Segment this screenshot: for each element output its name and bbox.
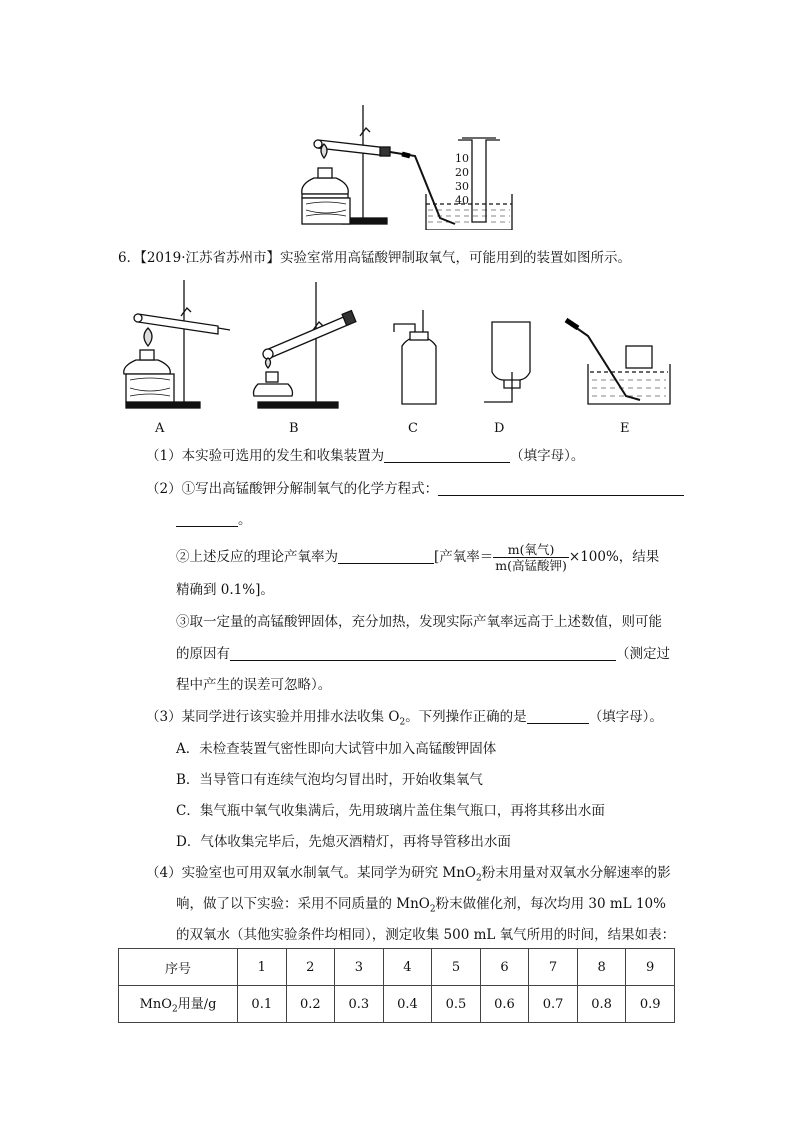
- table-cell: 8: [577, 949, 626, 986]
- table-cell: 0.8: [577, 986, 626, 1023]
- table-cell: 7: [529, 949, 578, 986]
- table-cell: 6: [480, 949, 529, 986]
- q2-reason-blank[interactable]: [230, 646, 616, 661]
- table-cell: 9: [626, 949, 675, 986]
- cylinder-scale-10: 10: [455, 152, 469, 165]
- table-cell: 4: [383, 949, 432, 986]
- q3-stem: （3）某同学进行该实验并用排水法收集 $O_2$。下列操作正确的是 （填字母）。: [146, 709, 663, 728]
- table-row-mass: [119, 986, 675, 1023]
- apparatus-d-drawing: [484, 322, 530, 402]
- top-apparatus-figure: [290, 100, 520, 230]
- q4-line3: 的双氧水（其他实验条件均相同），测定收集 500 mL 氧气所用的时间，结果如表：: [176, 927, 676, 943]
- table-cell: 0.6: [480, 986, 529, 1023]
- q1-answer-blank[interactable]: [384, 448, 510, 463]
- q2-equation-blank-cont[interactable]: [176, 512, 238, 527]
- mno2-table: [118, 948, 675, 1023]
- table-row-index: [119, 949, 675, 986]
- label-d: D: [494, 421, 505, 436]
- yield-fraction: $\frac{\text{m(氧气)}}{\text{m(高锰酸钾)}}$: [495, 542, 567, 573]
- table-cell: 5: [432, 949, 481, 986]
- q2-yield-blank[interactable]: [338, 549, 434, 564]
- cylinder-scale-30: 30: [455, 180, 469, 193]
- table-cell: 0.3: [335, 986, 384, 1023]
- table-cell: 0.2: [286, 986, 335, 1023]
- table-cell: 1: [238, 949, 287, 986]
- q3-option-a: A．未检查装置气密性即向大试管中加入高锰酸钾固体: [176, 741, 497, 757]
- q3-option-b: B．当导管口有连续气泡均匀冒出时，开始收集氧气: [176, 772, 483, 788]
- question-6-stem: [118, 249, 631, 267]
- apparatus-figure: [118, 276, 678, 416]
- q2-equation-blank[interactable]: [438, 481, 684, 496]
- q2-sub3-line3: 程中产生的误差可忽略）。: [176, 677, 332, 693]
- apparatus-e-drawing: [566, 320, 670, 404]
- label-e: E: [620, 421, 630, 436]
- q4-line1: （4）实验室也可用双氧水制氧气。某同学为研究 MnO$_2$粉末用量对双氧水分解速率的影: [146, 865, 671, 884]
- table-cell: 0.7: [529, 986, 578, 1023]
- label-a: A: [155, 421, 165, 436]
- table-cell: 3: [335, 949, 384, 986]
- q2-sub3-line2: 的原因有 （测定过: [176, 646, 670, 662]
- table-cell: 0.4: [383, 986, 432, 1023]
- question-source: 【2019·江苏省苏州市】: [140, 250, 280, 266]
- apparatus-c-drawing: [394, 310, 436, 404]
- q3-answer-blank[interactable]: [527, 709, 589, 724]
- apparatus-b-drawing: [254, 282, 356, 408]
- question-text: 实验室常用高锰酸钾制取氧气，可能用到的装置如图所示。: [280, 250, 631, 266]
- q2-line1: （2）①写出高锰酸钾分解制氧气的化学方程式：: [146, 480, 684, 498]
- q1-line: （1）本实验可选用的发生和收集装置为 （填字母）。: [146, 448, 585, 464]
- q3-option-d: D．气体收集完毕后，先熄灭酒精灯，再将导管移出水面: [176, 834, 511, 850]
- table-cell: 0.5: [432, 986, 481, 1023]
- label-c: C: [408, 421, 418, 436]
- cylinder-scale-40: 40: [455, 194, 469, 207]
- q3-option-c: C．集气瓶中氧气收集满后，先用玻璃片盖住集气瓶口，再将其移出水面: [176, 803, 605, 819]
- table-cell: 2: [286, 949, 335, 986]
- q2-sub3-line1: ③取一定量的高锰酸钾固体，充分加热，发现实际产氧率远高于上述数值，则可能: [176, 614, 662, 630]
- q2-sub2-line2: 精确到 0.1%]。: [176, 582, 274, 598]
- label-b: B: [289, 421, 299, 436]
- table-header-index: 序号: [119, 949, 238, 986]
- table-cell: 0.1: [238, 986, 287, 1023]
- question-number: 6．: [118, 250, 141, 266]
- q2-line1-cont: 。: [176, 511, 252, 529]
- table-header-mass: MnO$_2$用量/g: [119, 986, 238, 1023]
- q4-line2: 响，做了以下实验：采用不同质量的 MnO$_2$粉末做催化剂，每次均用 30 mL 10%: [176, 896, 666, 915]
- q2-sub2: ②上述反应的理论产氧率为 [产氧率＝ $\frac{\text{m(氧气)}}{\text{m(高锰酸钾)}}$ ×100%，结果: [176, 542, 660, 573]
- apparatus-a-drawing: [124, 280, 230, 408]
- table-cell: 0.9: [626, 986, 675, 1023]
- cylinder-scale-20: 20: [455, 166, 469, 179]
